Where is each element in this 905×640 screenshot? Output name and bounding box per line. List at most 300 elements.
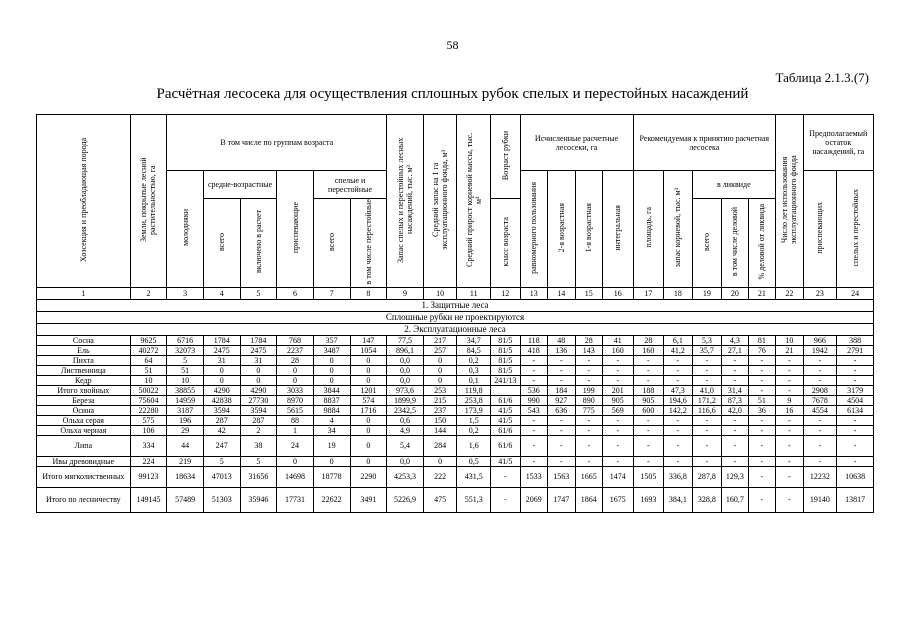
table-cell: 35,7: [692, 345, 722, 355]
table-cell: 600: [633, 405, 664, 415]
table-cell: 150: [423, 415, 457, 425]
section-exploitation: 2. Эксплуатационные леса: [37, 323, 874, 335]
header-rest-premature: приспевающих: [803, 171, 837, 288]
table-cell: -: [603, 375, 634, 385]
table-row: [37, 335, 874, 345]
table-cell: -: [776, 355, 803, 365]
column-index-cell: 23: [803, 287, 837, 299]
table-cell: 14959: [167, 395, 204, 405]
table-cell: 99123: [130, 466, 167, 487]
table-cell: 2342,5: [387, 405, 424, 415]
table-cell: 31: [240, 355, 277, 365]
table-cell: -: [664, 425, 693, 435]
table-cell: -: [748, 425, 775, 435]
table-cell: -: [633, 456, 664, 466]
table-cell: 5,3: [692, 335, 722, 345]
table-cell: -: [603, 435, 634, 456]
table-cell: 147: [350, 335, 387, 345]
table-cell: 5: [203, 456, 240, 466]
table-row: [37, 435, 874, 456]
table-cell: -: [776, 435, 803, 456]
table-cell: 775: [575, 405, 602, 415]
table-cell: 3594: [203, 405, 240, 415]
table-cell: 0,5: [457, 456, 491, 466]
table-cell: -: [776, 425, 803, 435]
table-cell: 51303: [203, 487, 240, 512]
table-cell: 0,6: [387, 415, 424, 425]
table-cell: 328,8: [692, 487, 722, 512]
table-row: [37, 355, 874, 365]
table-cell: 41,0: [692, 385, 722, 395]
header-mid-total: всего: [203, 199, 240, 288]
table-cell: -: [837, 365, 874, 375]
table-cell: 51: [167, 365, 204, 375]
table-cell: 9: [776, 395, 803, 405]
table-cell: 0: [313, 365, 350, 375]
header-age-class: класс возраста: [491, 199, 521, 288]
column-index-row: [37, 287, 874, 299]
table-cell: 6134: [837, 405, 874, 415]
table-cell: -: [803, 415, 837, 425]
table-cell: 81: [748, 335, 775, 345]
table-cell: 118: [520, 335, 547, 345]
column-index-cell: 10: [423, 287, 457, 299]
table-cell: 22622: [313, 487, 350, 512]
table-cell: 0: [350, 355, 387, 365]
column-index-cell: 20: [722, 287, 748, 299]
table-cell: 241/13: [491, 375, 521, 385]
table-cell: -: [603, 425, 634, 435]
table-cell: 0,0: [387, 355, 424, 365]
table-cell: -: [633, 425, 664, 435]
table-cell: 19140: [803, 487, 837, 512]
table-cell: 41,2: [664, 345, 693, 355]
header-forest-land: Земли, покрытые лесной растительностью, га: [130, 115, 167, 288]
table-cell: 8970: [277, 395, 314, 405]
table-cell: -: [603, 355, 634, 365]
table-cell: 0: [423, 375, 457, 385]
table-cell: 0: [423, 456, 457, 466]
table-row: [37, 425, 874, 435]
table-cell: 768: [277, 335, 314, 345]
header-avg-stock: Средний запас на 1 га эксплуатационного фонда, м³: [423, 115, 457, 288]
table-cell: -: [803, 365, 837, 375]
table-cell: 21: [776, 345, 803, 355]
table-cell: 3844: [313, 385, 350, 395]
table-cell: 6,1: [664, 335, 693, 345]
table-cell: 3179: [837, 385, 874, 395]
table-cell: 31: [203, 355, 240, 365]
table-cell: 0,1: [457, 375, 491, 385]
table-cell: 34: [313, 425, 350, 435]
table-cell: 973,6: [387, 385, 424, 395]
table-cell: 551,3: [457, 487, 491, 512]
table-cell: 36: [748, 405, 775, 415]
table-cell: 4253,3: [387, 466, 424, 487]
table-cell: 0: [277, 456, 314, 466]
table-cell: -: [491, 466, 521, 487]
table-cell: 0,3: [457, 365, 491, 375]
table-cell: 0,0: [387, 456, 424, 466]
species-name: Итого мягколиственных: [37, 466, 131, 487]
table-cell: 1675: [603, 487, 634, 512]
table-cell: -: [664, 355, 693, 365]
header-ripe-total: всего: [313, 199, 350, 288]
table-cell: -: [692, 425, 722, 435]
table-cell: 18778: [313, 466, 350, 487]
table-cell: 38855: [167, 385, 204, 395]
table-cell: 3033: [277, 385, 314, 395]
table-cell: 34,7: [457, 335, 491, 345]
table-cell: 160: [603, 345, 634, 355]
table-cell: -: [692, 355, 722, 365]
column-index-cell: 18: [664, 287, 693, 299]
table-cell: 51: [130, 365, 167, 375]
species-name: Липа: [37, 435, 131, 456]
table-cell: 27730: [240, 395, 277, 405]
table-cell: 35946: [240, 487, 277, 512]
table-cell: 1201: [350, 385, 387, 395]
column-index-cell: 13: [520, 287, 547, 299]
table-cell: 0: [350, 375, 387, 385]
column-index-cell: 15: [575, 287, 602, 299]
table-cell: 4,9: [387, 425, 424, 435]
species-name: Сосна: [37, 335, 131, 345]
column-index-cell: 7: [313, 287, 350, 299]
table-cell: 27,1: [722, 345, 748, 355]
table-cell: -: [575, 375, 602, 385]
table-cell: -: [575, 456, 602, 466]
table-cell: 253: [423, 385, 457, 395]
table-cell: -: [548, 425, 575, 435]
table-cell: -: [575, 365, 602, 375]
table-cell: 357: [313, 335, 350, 345]
table-cell: 536: [520, 385, 547, 395]
table-cell: 160: [633, 345, 664, 355]
table-cell: 1,5: [457, 415, 491, 425]
table-cell: 1784: [240, 335, 277, 345]
table-cell: -: [776, 375, 803, 385]
table-cell: 1864: [575, 487, 602, 512]
table-cell: 41: [603, 335, 634, 345]
table-cell: -: [748, 415, 775, 425]
table-cell: 1693: [633, 487, 664, 512]
header-liquid: в ликвиде: [692, 171, 775, 199]
table-cell: -: [722, 425, 748, 435]
table-cell: 0: [350, 456, 387, 466]
table-cell: -: [633, 435, 664, 456]
table-cell: 0: [423, 355, 457, 365]
table-cell: 144: [423, 425, 457, 435]
species-name: Осина: [37, 405, 131, 415]
table-cell: -: [548, 415, 575, 425]
table-cell: -: [603, 415, 634, 425]
table-cell: -: [748, 456, 775, 466]
table-cell: 5,4: [387, 435, 424, 456]
header-species: Хозсекция и преобладающая порода: [37, 115, 131, 288]
table-cell: 18634: [167, 466, 204, 487]
table-cell: 966: [803, 335, 837, 345]
table-cell: 2: [240, 425, 277, 435]
table-cell: 9625: [130, 335, 167, 345]
table-cell: 0: [203, 365, 240, 375]
table-cell: -: [776, 456, 803, 466]
table-cell: -: [748, 435, 775, 456]
table-cell: 4554: [803, 405, 837, 415]
column-index-cell: 9: [387, 287, 424, 299]
table-cell: -: [520, 365, 547, 375]
table-cell: 3487: [313, 345, 350, 355]
table-cell: -: [633, 375, 664, 385]
table-cell: -: [575, 415, 602, 425]
table-cell: -: [776, 487, 803, 512]
table-cell: 196: [167, 415, 204, 425]
page-number: 58: [446, 38, 459, 52]
table-cell: 57489: [167, 487, 204, 512]
table-cell: -: [722, 375, 748, 385]
table-cell: 2908: [803, 385, 837, 395]
header-years-of-use: Число лет использования эксплуатационного фонда: [776, 115, 803, 288]
table-cell: 0: [277, 375, 314, 385]
table-cell: 142,2: [664, 405, 693, 415]
table-cell: 76: [748, 345, 775, 355]
allowable-cut-table: [36, 114, 874, 513]
table-row: [37, 487, 874, 512]
table-cell: 574: [350, 395, 387, 405]
table-cell: 3491: [350, 487, 387, 512]
table-cell: 10: [776, 335, 803, 345]
table-cell: 222: [423, 466, 457, 487]
table-cell: 129,3: [722, 466, 748, 487]
table-cell: 10: [167, 375, 204, 385]
table-cell: 16: [776, 405, 803, 415]
header-first-age: 1-я возрастная: [575, 171, 602, 288]
table-cell: 116,6: [692, 405, 722, 415]
table-cell: 1716: [350, 405, 387, 415]
species-name: Ольха черная: [37, 425, 131, 435]
table-cell: 81/5: [491, 335, 521, 345]
table-cell: 1942: [803, 345, 837, 355]
table-cell: 257: [423, 345, 457, 355]
table-cell: 171,2: [692, 395, 722, 405]
table-cell: 81/5: [491, 355, 521, 365]
table-cell: 287: [240, 415, 277, 425]
table-cell: 253,8: [457, 395, 491, 405]
species-name: Пихта: [37, 355, 131, 365]
table-cell: 41/5: [491, 456, 521, 466]
table-cell: 0,0: [387, 375, 424, 385]
table-cell: 81/5: [491, 365, 521, 375]
table-cell: -: [748, 375, 775, 385]
header-avg-growth: Средний прирост корневой массы, тыс. м³: [457, 115, 491, 288]
table-cell: 927: [548, 395, 575, 405]
table-cell: 543: [520, 405, 547, 415]
table-cell: 42838: [203, 395, 240, 405]
table-cell: 0: [350, 435, 387, 456]
species-name: Лиственница: [37, 365, 131, 375]
table-cell: -: [664, 365, 693, 375]
table-cell: -: [722, 435, 748, 456]
species-name: Ель: [37, 345, 131, 355]
table-row: [37, 466, 874, 487]
table-cell: -: [776, 365, 803, 375]
table-cell: 1563: [548, 466, 575, 487]
table-cell: 4290: [240, 385, 277, 395]
table-cell: 4: [313, 415, 350, 425]
table-cell: -: [803, 456, 837, 466]
table-cell: 896,1: [387, 345, 424, 355]
table-cell: 0,2: [457, 355, 491, 365]
table-cell: 219: [167, 456, 204, 466]
table-cell: 50022: [130, 385, 167, 395]
table-cell: 19: [313, 435, 350, 456]
table-cell: 8837: [313, 395, 350, 405]
table-row: [37, 385, 874, 395]
table-cell: 384,1: [664, 487, 693, 512]
table-cell: -: [803, 375, 837, 385]
table-cell: 42: [203, 425, 240, 435]
table-cell: 201: [603, 385, 634, 395]
table-cell: -: [692, 415, 722, 425]
table-cell: -: [633, 355, 664, 365]
species-name: Итого хвойных: [37, 385, 131, 395]
table-row: [37, 415, 874, 425]
table-cell: 0: [313, 456, 350, 466]
table-cell: 47013: [203, 466, 240, 487]
table-row: [37, 345, 874, 355]
table-cell: 7678: [803, 395, 837, 405]
table-cell: 3594: [240, 405, 277, 415]
table-cell: -: [692, 375, 722, 385]
table-cell: 0: [240, 375, 277, 385]
table-cell: 0: [423, 365, 457, 375]
table-cell: 1,6: [457, 435, 491, 456]
table-cell: -: [664, 375, 693, 385]
table-cell: 905: [603, 395, 634, 405]
table-cell: -: [776, 466, 803, 487]
header-ripe-overripe: спелые и перестойные: [313, 171, 386, 199]
column-index-cell: 3: [167, 287, 204, 299]
table-cell: -: [603, 456, 634, 466]
table-cell: -: [748, 466, 775, 487]
header-integral: интегральная: [603, 171, 634, 288]
table-cell: 10638: [837, 466, 874, 487]
table-cell: 81/5: [491, 345, 521, 355]
header-area: площадь, га: [633, 171, 664, 288]
table-cell: 2237: [277, 345, 314, 355]
table-cell: -: [837, 456, 874, 466]
table-cell: -: [548, 375, 575, 385]
table-cell: 6716: [167, 335, 204, 345]
table-cell: 1747: [548, 487, 575, 512]
table-cell: -: [664, 456, 693, 466]
table-cell: 61/6: [491, 425, 521, 435]
column-index-cell: 24: [837, 287, 874, 299]
table-cell: 237: [423, 405, 457, 415]
table-cell: 61/6: [491, 395, 521, 405]
table-cell: 4,3: [722, 335, 748, 345]
table-row: [37, 405, 874, 415]
table-cell: 224: [130, 456, 167, 466]
header-calculated-cuts: Исчисленные расчетные лесосеки, га: [520, 115, 633, 171]
table-cell: 4504: [837, 395, 874, 405]
table-cell: 188: [633, 385, 664, 395]
table-cell: 136: [548, 345, 575, 355]
table-cell: -: [575, 355, 602, 365]
table-cell: 2791: [837, 345, 874, 355]
table-cell: 77,5: [387, 335, 424, 345]
table-cell: -: [575, 425, 602, 435]
table-cell: 51: [748, 395, 775, 405]
table-cell: 2475: [240, 345, 277, 355]
table-cell: 569: [603, 405, 634, 415]
table-cell: 44: [167, 435, 204, 456]
table-cell: 28: [575, 335, 602, 345]
table-cell: 0,0: [387, 365, 424, 375]
table-cell: -: [722, 365, 748, 375]
table-cell: -: [837, 415, 874, 425]
table-cell: -: [520, 355, 547, 365]
table-cell: -: [520, 425, 547, 435]
table-cell: 28: [277, 355, 314, 365]
table-cell: -: [633, 365, 664, 375]
header-liquid-business: в том числе деловой: [722, 199, 748, 288]
table-cell: 88: [277, 415, 314, 425]
table-cell: -: [803, 425, 837, 435]
table-cell: 48: [548, 335, 575, 345]
column-index-cell: 8: [350, 287, 387, 299]
column-index-cell: 17: [633, 287, 664, 299]
table-cell: -: [837, 355, 874, 365]
table-cell: 184: [548, 385, 575, 395]
table-cell: 32073: [167, 345, 204, 355]
table-cell: 5: [167, 355, 204, 365]
table-cell: 22280: [130, 405, 167, 415]
header-remaining-stands: Предполагаемый остаток насаждений, га: [803, 115, 873, 171]
species-name: Итого по лесничеству: [37, 487, 131, 512]
header-cut-age: Возраст рубки: [491, 115, 521, 199]
table-cell: 28: [633, 335, 664, 345]
table-cell: 149145: [130, 487, 167, 512]
table-cell: -: [748, 385, 775, 395]
header-root-stock: запас корневой, тыс. м³: [664, 171, 693, 288]
table-cell: 38: [240, 435, 277, 456]
table-cell: -: [837, 375, 874, 385]
header-second-age: 2-я возрастная: [548, 171, 575, 288]
table-cell: 64: [130, 355, 167, 365]
table-cell: 0,2: [457, 425, 491, 435]
table-cell: 287,8: [692, 466, 722, 487]
header-rest-ripe: спелых и перестойных: [837, 171, 874, 288]
table-cell: 2290: [350, 466, 387, 487]
table-cell: 29: [167, 425, 204, 435]
table-cell: 905: [633, 395, 664, 405]
table-cell: 0: [350, 415, 387, 425]
species-name: Кедр: [37, 375, 131, 385]
table-cell: -: [520, 415, 547, 425]
table-cell: 0: [277, 365, 314, 375]
column-index-cell: 2: [130, 287, 167, 299]
table-cell: 87,3: [722, 395, 748, 405]
table-row: [37, 375, 874, 385]
column-index-cell: 22: [776, 287, 803, 299]
table-cell: 41/5: [491, 405, 521, 415]
table-cell: 5: [240, 456, 277, 466]
table-cell: -: [722, 415, 748, 425]
table-cell: -: [520, 375, 547, 385]
table-cell: 4290: [203, 385, 240, 395]
table-cell: 475: [423, 487, 457, 512]
